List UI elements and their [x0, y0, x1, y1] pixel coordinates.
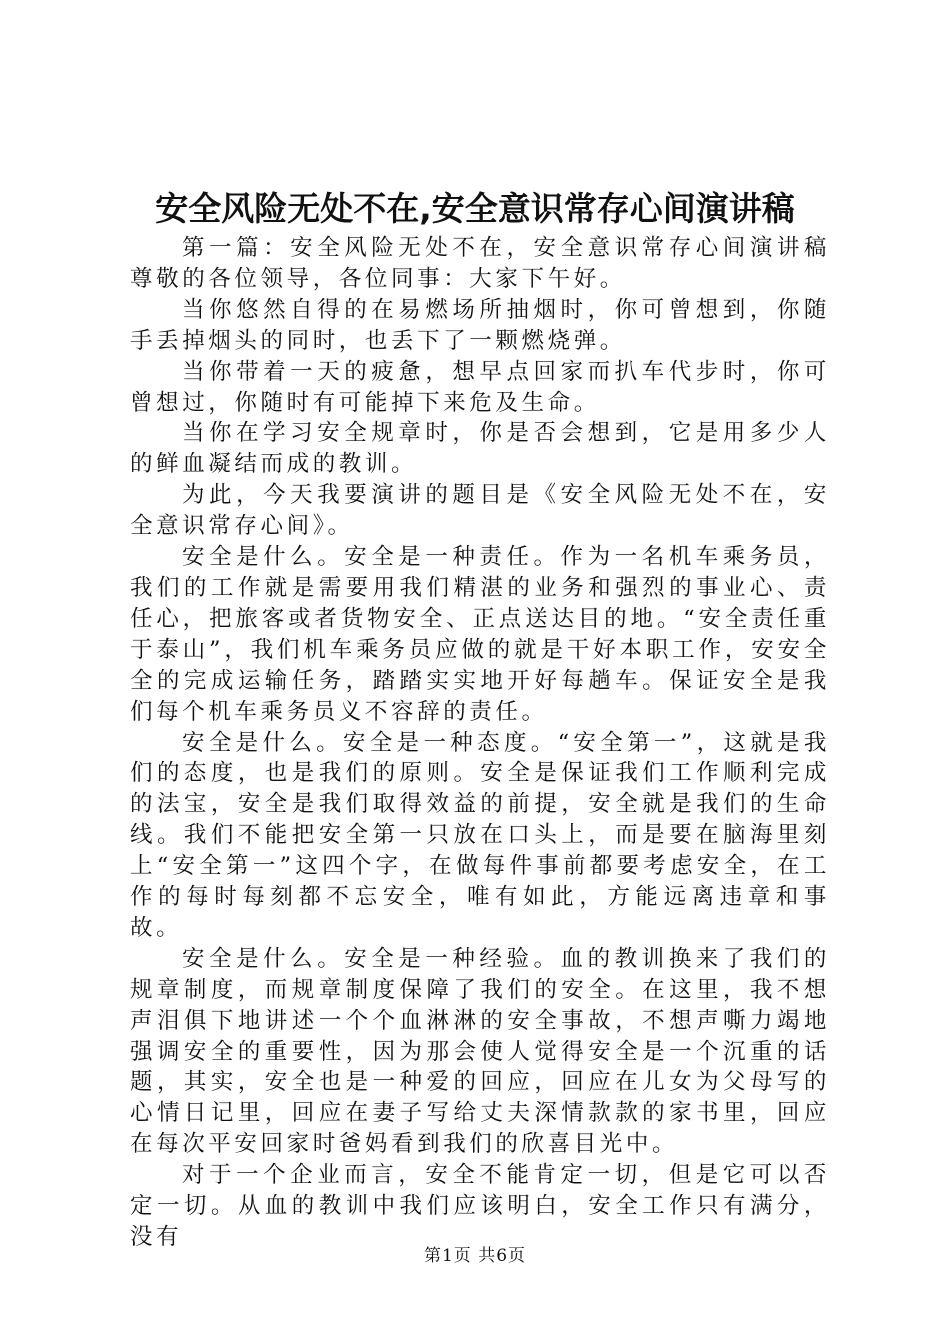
page-number-footer: 第1页 共6页	[423, 1246, 527, 1266]
paragraph: 当你在学习安全规章时，你是否会想到，它是用多少人的鲜血凝结而成的教训。	[130, 420, 830, 478]
document-title: 安全风险无处不在,安全意识常存心间演讲稿	[155, 189, 795, 228]
document-body	[130, 233, 830, 1253]
paragraph: 当你悠然自得的在易燃场所抽烟时，你可曾想到，你随手丢掉烟头的同时，也丢下了一颗燃烧弹。	[130, 296, 830, 354]
paragraph: 第一篇：安全风险无处不在，安全意识常存心间演讲稿尊敬的各位领导，各位同事：大家下午好。	[130, 235, 830, 292]
paragraph: 当你带着一天的疲惫，想早点回家而扒车代步时，你可曾想过，你随时有可能掉下来危及生命。	[130, 358, 830, 416]
paragraph: 安全是什么。安全是一种责任。作为一名机车乘务员，我们的工作就是需要用我们精湛的业务和强烈的事业心、责任心，把旅客或者货物安全、正点送达目的地。“安全责任重于泰山”，我们机车乘务员应做的就是干好本职工作，安安全全的完成运输任务，踏踏实实地开好每趟车。保证安全是我们每个机车乘务员义不容辞的责任。	[130, 544, 830, 725]
paragraph: 为此，今天我要演讲的题目是《安全风险无处不在，安全意识常存心间》。	[130, 482, 830, 540]
paragraph: 安全是什么。安全是一种经验。血的教训换来了我们的规章制度，而规章制度保障了我们的安全。在这里，我不想声泪俱下地讲述一个个血淋淋的安全事故，不想声嘶力竭地强调安全的重要性，因为那会使人觉得安全是一个沉重的话题，其实，安全也是一种爱的回应，回应在儿女为父母写的心情日记里，回应在妻子写给丈夫深情款款的家书里，回应在每次平安回家时爸妈看到我们的欣喜目光中。	[130, 945, 830, 1158]
paragraph: 安全是什么。安全是一种态度。“安全第一”，这就是我们的态度，也是我们的原则。安全是保证我们工作顺利完成的法宝，安全是我们取得效益的前提，安全就是我们的生命线。我们不能把安全第一只放在口头上，而是要在脑海里刻上“安全第一”这四个字，在做每件事前都要考虑安全，在工作的每时每刻都不忘安全，唯有如此，方能远离违章和事故。	[130, 729, 830, 941]
paragraph: 对于一个企业而言，安全不能肯定一切，但是它可以否定一切。从血的教训中我们应该明白，安全工作只有满分，没有	[130, 1162, 830, 1250]
